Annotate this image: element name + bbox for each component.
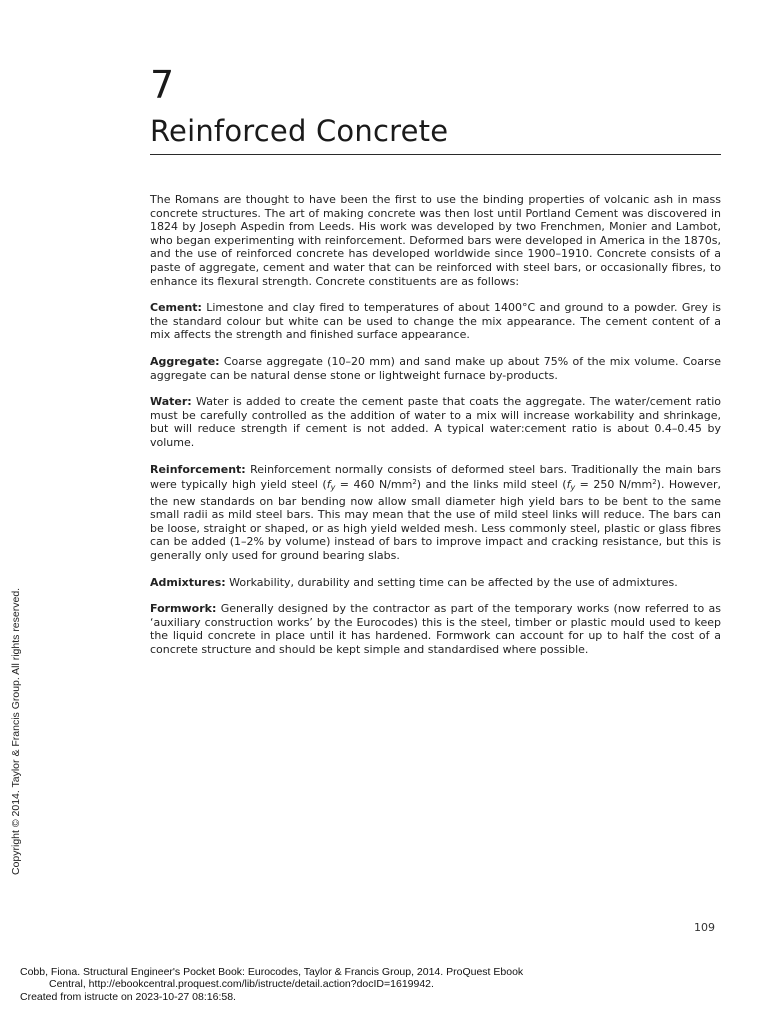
reinforcement-paragraph bbox=[150, 463, 721, 563]
admixtures-paragraph bbox=[150, 576, 721, 590]
formwork-term: Formwork: bbox=[150, 602, 217, 616]
chapter-number: 7 bbox=[150, 63, 175, 107]
water-text: Water is added to create the cement paste that coats the aggregate. The water/cement ratio must be carefully controlled as the addition of water to a mix will increase workability and shrinkage, but will reduce strength if cement is not added. A typical water:cement ratio is about 0.4–0.45 by volume. bbox=[150, 395, 721, 449]
formwork-text: Generally designed by the contractor as part of the temporary works (now referred to as ‘auxiliary construction works’ by the Eurocodes) this is the steel, timber or plastic mould used to keep the liquid concrete in place until it has hardened. Formwork can account for up to half the cost of a concrete structure and should be kept simple and standardised where possible. bbox=[150, 602, 722, 657]
chapter-title: Reinforced Concrete bbox=[150, 114, 449, 148]
citation-line-2 bbox=[20, 978, 760, 990]
yield-superscript-a: 2 bbox=[412, 478, 417, 487]
aggregate-paragraph bbox=[150, 355, 721, 382]
admixtures-term: Admixtures: bbox=[150, 575, 226, 589]
cement-term: Cement: bbox=[150, 301, 202, 315]
yield-subscript-b: y bbox=[570, 483, 576, 493]
intro-paragraph: The Romans are thought to have been the first to use the binding properties of volcanic ash in mass concrete structures. The art of making concrete was then lost until Portland Cement was discovered in 1824 by Joseph Aspedin from Leeds. His work was developed by two Frenchmen, Monier and Lambot, who began experimenting with reinforcement. Deformed bars were developed in America in the 1870s, and the use of reinforced concrete has developed worldwide since 1900–1910. Concrete consists of a paste of aggregate, cement and water that can be reinforced with steel bars, or occasionally fibres, to enhance its flexural strength. Concrete constituents are as follows: bbox=[150, 193, 721, 288]
citation-line-3: Created from istructe on 2023-10-27 08:16:58. bbox=[20, 990, 236, 1003]
citation-url-text: Central, http://ebookcentral.proquest.com/lib/istructe/detail.action?docID=1619942. bbox=[49, 978, 434, 991]
yield-symbol-b: f bbox=[566, 478, 571, 492]
yield-value-b: = 250 N/mm bbox=[575, 478, 653, 492]
reinforcement-term: Reinforcement: bbox=[150, 462, 246, 476]
yield-symbol-a: f bbox=[326, 478, 331, 492]
reinforcement-text-a: Reinforcement normally consists of deformed steel bars. Traditionally the main bars were typically high yield steel ( bbox=[150, 462, 721, 492]
body-text bbox=[150, 193, 721, 670]
admixtures-text: Workability, durability and setting time can be affected by the use of admixtures. bbox=[229, 575, 678, 589]
yield-value-a: = 460 N/mm bbox=[335, 478, 413, 492]
cement-text: Limestone and clay fired to temperatures of about 1400°C and ground to a powder. Grey is the standard colour but white can be used to change the mix appearance. The cement content of a mix affects the strength and finished surface appearance. bbox=[150, 301, 721, 342]
reinforcement-text-b: ) and the links mild steel ( bbox=[416, 478, 567, 492]
yield-superscript-b: 2 bbox=[652, 478, 657, 487]
aggregate-term: Aggregate: bbox=[150, 354, 220, 368]
title-rule bbox=[150, 154, 721, 155]
copyright-notice: Copyright © 2014. Taylor & Francis Group. All rights reserved. bbox=[10, 587, 22, 875]
page-number: 109 bbox=[694, 921, 715, 934]
yield-subscript-a: y bbox=[330, 483, 336, 493]
aggregate-text: Coarse aggregate (10–20 mm) and sand make up about 75% of the mix volume. Coarse aggregate can be natural dense stone or lightweight furnace by-products. bbox=[150, 354, 721, 382]
citation-footer bbox=[20, 966, 760, 1003]
reinforcement-text-c: ). However, the new standards on bar bending now allow small diameter high yield bars to be bent to the same small radii as mild steel bars. This may mean that the use of mild steel links will reduce. The bars can be loose, straight or shaped, or as high yield welded mesh. Less commonly steel, plastic or glass fibres can be added (1–2% by volume) instead of bars to improve impact and cracking resistance, but this is generally only used for ground bearing slabs. bbox=[150, 478, 721, 563]
water-term: Water: bbox=[150, 395, 192, 409]
cement-paragraph bbox=[150, 301, 721, 342]
formwork-paragraph bbox=[150, 602, 721, 656]
water-paragraph bbox=[150, 395, 721, 449]
citation-line-1: Cobb, Fiona. Structural Engineer's Pocket Book: Eurocodes, Taylor & Francis Group, 2014. ProQuest Ebook bbox=[20, 966, 524, 978]
